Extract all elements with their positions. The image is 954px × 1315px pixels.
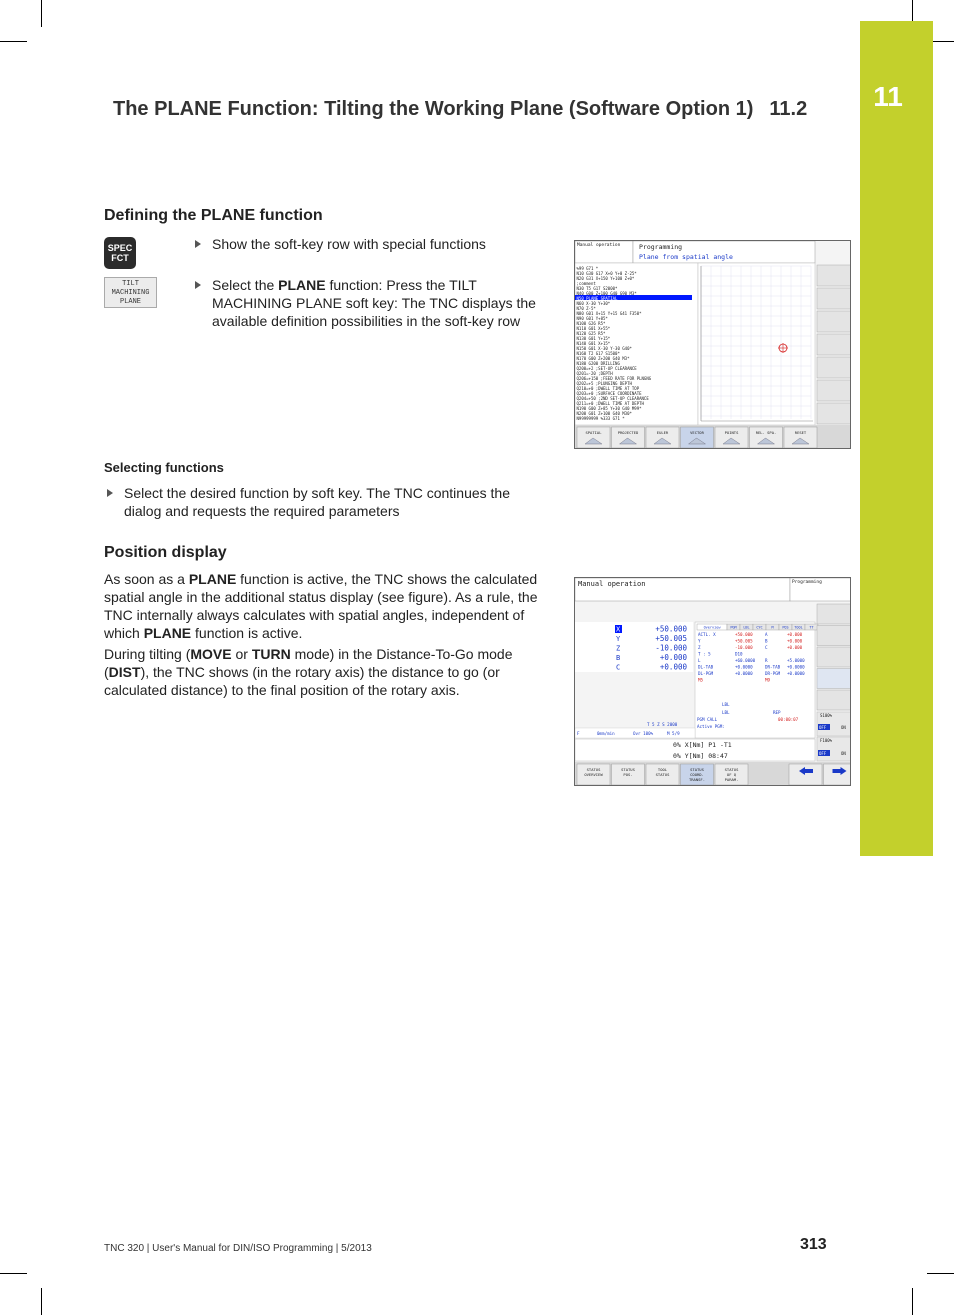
softkey-label: SPATIAL bbox=[585, 430, 602, 435]
text-run: function is active, the TNC shows the calculated spatial angle in the additional status display (see figure). As a rule, the TNC internally always calculates with spatial angles, independent of which bbox=[104, 571, 538, 641]
chapter-tab bbox=[860, 21, 933, 856]
spec-fct-key bbox=[104, 237, 136, 269]
program-line: N60 X-30 Y+30* bbox=[576, 301, 611, 306]
axis-label: C bbox=[616, 663, 621, 672]
screen2-graphic bbox=[575, 578, 851, 786]
keyword-plane: PLANE bbox=[188, 571, 237, 587]
program-line: Q204=+50 ;2ND SET-UP CLEARANCE bbox=[576, 396, 649, 401]
tilt-key-line3: PLANE bbox=[119, 298, 141, 306]
axis-value: +0.000 bbox=[659, 653, 687, 662]
screen2-lbl-2: LBL bbox=[722, 710, 730, 715]
softkey-label: VECTOR bbox=[690, 430, 704, 435]
program-line: N120 G25 R5* bbox=[576, 331, 606, 336]
softkey-label: RESET bbox=[794, 430, 807, 435]
softkey-label: PARAM. bbox=[724, 777, 739, 782]
screen2-lbl-1: LBL bbox=[722, 702, 730, 707]
program-line: Q200=+2 ;SET-UP CLEARANCE bbox=[576, 366, 637, 371]
softkey-label: STATUS bbox=[586, 767, 601, 772]
program-line: N130 G01 Y+15* bbox=[576, 336, 611, 341]
crop-mark bbox=[41, 1288, 42, 1315]
softkey-label: STATUS bbox=[621, 767, 635, 772]
crop-mark bbox=[0, 41, 27, 42]
heading-selecting-functions: Selecting functions bbox=[104, 460, 224, 475]
program-line: Q206=+150 ;FEED RATE FOR PLNGNG bbox=[576, 376, 652, 381]
axis-value: +50.005 bbox=[655, 634, 687, 643]
status-value: +0.0000 bbox=[787, 664, 805, 670]
program-line: N150 G01 X-30 Y-30 G40* bbox=[576, 346, 632, 351]
program-line: N70 Z-5* bbox=[576, 306, 596, 311]
screen2-override: Ovr 100% bbox=[633, 731, 654, 736]
status-value: DR-TAB bbox=[765, 664, 781, 670]
screenshot-plane-programming bbox=[574, 240, 851, 449]
text-run: Select the bbox=[212, 277, 279, 293]
text-run: mode) in the Distance-To-Go mode ( bbox=[104, 646, 513, 680]
chapter-number: 11 bbox=[873, 81, 903, 112]
program-line: N160 T2 G17 S1500* bbox=[576, 351, 620, 356]
axis-value: +50.000 bbox=[655, 624, 687, 634]
spec-key-line2: FCT bbox=[111, 253, 129, 263]
program-line: N170 G00 Z+200 G40 M3* bbox=[576, 356, 630, 361]
tilt-key-line2: MACHINING bbox=[111, 289, 150, 297]
program-line: N100 G26 R5* bbox=[576, 321, 606, 326]
program-line: Q211=+0 ;DWELL TIME AT DEPTH bbox=[576, 401, 644, 406]
status-value: -10.000 bbox=[735, 645, 753, 650]
program-line: N99999999 %333 G71 * bbox=[576, 416, 625, 421]
text-run: ), the TNC shows (in the rotary axis) the distance to go (or calculated distance) to the final position of the rotary axis. bbox=[104, 664, 500, 698]
program-line: %99 G71 * bbox=[576, 266, 599, 271]
paragraph-position-2 bbox=[104, 645, 540, 699]
program-line: N20 G31 X+150 Y+100 Z+0* bbox=[576, 276, 635, 281]
screen2-time: 00:00:07 bbox=[778, 717, 799, 722]
text-run: function is active. bbox=[191, 625, 303, 641]
header-section: 11.2 bbox=[769, 98, 808, 120]
status-tab-label: LBL bbox=[743, 625, 750, 630]
screen2-load-line-1: 0% X[Nm] P1 -T1 bbox=[673, 741, 732, 749]
program-line: N90 G01 Y+85* bbox=[576, 316, 608, 321]
program-line: N140 G01 X+15* bbox=[576, 341, 611, 346]
screen1-side-softkeys bbox=[817, 265, 851, 424]
text-run: During tilting ( bbox=[104, 646, 191, 662]
status-value: +60.0000 bbox=[735, 658, 756, 663]
status-value: ACTL. X bbox=[698, 632, 716, 637]
screen2-feed-value: 0mm/min bbox=[597, 731, 615, 736]
softkey-label: TRANSF. bbox=[688, 777, 706, 782]
status-value: DL-PGM bbox=[698, 671, 714, 676]
keyword-turn: TURN bbox=[251, 646, 291, 662]
status-value: L bbox=[698, 658, 701, 663]
screen2-tool-line: T 5 Z S 2000 bbox=[647, 722, 678, 727]
status-value: +50.000 bbox=[735, 632, 753, 637]
bullet-triangle-icon bbox=[107, 489, 113, 497]
status-value: DL-TAB bbox=[698, 664, 714, 670]
footer-text: TNC 320 | User's Manual for DIN/ISO Programming | 5/2013 bbox=[104, 1243, 372, 1254]
tilt-machining-plane-softkey bbox=[104, 277, 157, 308]
screen2-feed-override: F100% bbox=[820, 738, 833, 743]
softkey-label: OVERVIEW bbox=[584, 772, 603, 777]
screenshot-status-display bbox=[574, 577, 851, 786]
status-tab-label: Overview bbox=[703, 625, 721, 630]
keyword-dist: DIST bbox=[108, 664, 141, 680]
screen2-feed-label: F bbox=[577, 731, 580, 736]
step-show-softkey-row: Show the soft-key row with special functions bbox=[212, 236, 486, 252]
status-value: +0.0000 bbox=[787, 671, 805, 676]
softkey-label: STATUS bbox=[655, 772, 670, 777]
step-select-function: Select the desired function by soft key. The TNC continues the dialog and requests the required parameters bbox=[124, 485, 510, 519]
screen2-on-1: ON bbox=[841, 725, 846, 730]
keyword-move: MOVE bbox=[190, 646, 232, 662]
crop-mark bbox=[41, 0, 42, 27]
program-line: N190 G00 Z+85 Y+30 G40 M99* bbox=[576, 406, 642, 411]
status-value: +0.000 bbox=[787, 632, 803, 637]
softkey-label: POS. bbox=[623, 772, 633, 777]
screen2-off-2: OFF bbox=[819, 751, 827, 756]
axis-label: Z bbox=[616, 644, 621, 653]
program-line: N40 G00 Z+100 G40 G90 M3* bbox=[576, 291, 637, 296]
crop-mark bbox=[0, 1273, 27, 1274]
program-line: N50 PLANE SPATIAL bbox=[576, 296, 618, 301]
status-value: +0.000 bbox=[787, 645, 803, 650]
status-value: M9 bbox=[765, 677, 771, 683]
heading-defining-plane: Defining the PLANE function bbox=[104, 207, 323, 224]
softkey[interactable] bbox=[789, 764, 822, 785]
softkey-label: OF Q bbox=[726, 772, 737, 777]
screen1-graphic bbox=[575, 241, 851, 449]
screen2-mode-title: Programming bbox=[792, 580, 822, 585]
status-value: D10 bbox=[735, 651, 743, 657]
paragraph-position-1 bbox=[104, 570, 540, 642]
axis-label: Y bbox=[616, 635, 621, 643]
screen2-side-softkeys bbox=[817, 604, 851, 710]
status-tab-label: TT bbox=[809, 625, 814, 630]
softkey-label: POINTS bbox=[724, 430, 739, 435]
program-line: ;comment bbox=[576, 281, 596, 286]
page-number: 313 bbox=[800, 1236, 827, 1253]
status-tab-label: CYC bbox=[756, 625, 763, 630]
text-run: function: Press the TILT MACHINING PLANE soft key: The TNC displays the available definition possibilities in the soft-key row bbox=[212, 277, 536, 329]
screen1-subtitle: Plane from spatial angle bbox=[639, 253, 733, 261]
status-value: +0.000 bbox=[787, 638, 803, 644]
axis-label: X bbox=[616, 625, 621, 634]
bullet-triangle-icon bbox=[195, 281, 201, 289]
status-value: +5.0000 bbox=[787, 658, 805, 663]
axis-value: -10.000 bbox=[655, 643, 687, 653]
status-value: Z bbox=[698, 645, 701, 650]
status-value: +0.0000 bbox=[735, 671, 753, 676]
program-line: Q210=+0 ;DWELL TIME AT TOP bbox=[576, 386, 640, 391]
axis-label: B bbox=[616, 654, 621, 662]
screen2-off-1: OFF bbox=[819, 725, 827, 730]
status-value: B bbox=[765, 638, 768, 644]
screen2-spindle-override: S100% bbox=[820, 713, 833, 718]
text-run: As soon as a bbox=[104, 571, 189, 587]
keyword-plane: PLANE bbox=[278, 277, 326, 293]
step-select-plane bbox=[212, 276, 542, 330]
softkey-label: STATUS bbox=[724, 767, 739, 772]
text-run: or bbox=[231, 646, 252, 662]
status-tab-label: M bbox=[771, 625, 774, 630]
status-value: C bbox=[765, 645, 768, 650]
status-value: Y bbox=[698, 638, 701, 644]
program-line: N180 G200 DRILLING bbox=[576, 361, 620, 366]
screen2-active-pgm: Active PGM: bbox=[697, 724, 725, 729]
screen1-softkey-row bbox=[577, 427, 817, 448]
screen2-load-line-2: 0% Y[Nm] 08:47 bbox=[673, 752, 728, 760]
softkey-label: REL. SPA. bbox=[755, 430, 777, 435]
status-value: R bbox=[765, 658, 768, 663]
screen1-mode-title: Programming bbox=[639, 243, 683, 251]
crop-mark bbox=[927, 1273, 954, 1274]
status-value: M5 bbox=[698, 677, 704, 683]
screen2-mcode: M 5/9 bbox=[667, 731, 680, 736]
program-line: N30 T5 G17 S2000* bbox=[576, 286, 618, 291]
tilt-key-line1: TILT bbox=[122, 280, 139, 288]
screen2-on-2: ON bbox=[841, 751, 846, 756]
program-line: N110 G01 X+55* bbox=[576, 326, 611, 331]
keyword-plane: PLANE bbox=[143, 625, 192, 641]
program-line: N10 G30 G17 X+0 Y+0 Z-25* bbox=[576, 271, 637, 276]
status-tab-label: POS bbox=[782, 625, 789, 630]
status-value: +50.005 bbox=[735, 638, 753, 644]
header-title: The PLANE Function: Tilting the Working Plane (Software Option 1) bbox=[113, 98, 754, 120]
status-value: DR-PGM bbox=[765, 671, 781, 676]
status-value: T : 5 bbox=[698, 651, 711, 657]
softkey-label: STATUS bbox=[690, 767, 704, 772]
program-line: Q203=+0 ;SURFACE COORDINATE bbox=[576, 391, 642, 396]
crop-mark bbox=[912, 1288, 913, 1315]
softkey-label: EULER bbox=[656, 430, 669, 435]
screen1-mode-left: Manual operation bbox=[577, 243, 621, 248]
softkey-label: PROJECTED bbox=[617, 430, 639, 435]
axis-value: +0.000 bbox=[659, 662, 687, 672]
screen2-pgm-call: PGM CALL bbox=[697, 717, 718, 722]
softkey-label: COORD. bbox=[690, 772, 704, 777]
status-value: A bbox=[765, 632, 768, 637]
program-line: Q202=+5 ;PLUNGING DEPTH bbox=[576, 381, 632, 386]
status-tab-label: PGM bbox=[730, 625, 737, 630]
program-line: N80 G01 X+15 Y+15 G41 F350* bbox=[576, 311, 642, 316]
softkey-label: TOOL bbox=[657, 767, 668, 772]
program-line: N200 G01 Z+100 G40 M30* bbox=[576, 411, 632, 416]
softkey[interactable] bbox=[824, 764, 852, 785]
screen2-rep: REP bbox=[773, 710, 781, 715]
spec-key-line1: SPEC bbox=[107, 243, 133, 253]
status-tab-label: TOOL bbox=[794, 625, 803, 630]
program-line: Q201=-20 ;DEPTH bbox=[576, 371, 613, 376]
bullet-triangle-icon bbox=[195, 240, 201, 248]
status-value: +0.0000 bbox=[735, 664, 753, 670]
running-header bbox=[113, 98, 807, 121]
screen2-status-tabs bbox=[697, 624, 818, 630]
screen2-mode-left: Manual operation bbox=[578, 580, 646, 588]
heading-position-display: Position display bbox=[104, 544, 227, 561]
